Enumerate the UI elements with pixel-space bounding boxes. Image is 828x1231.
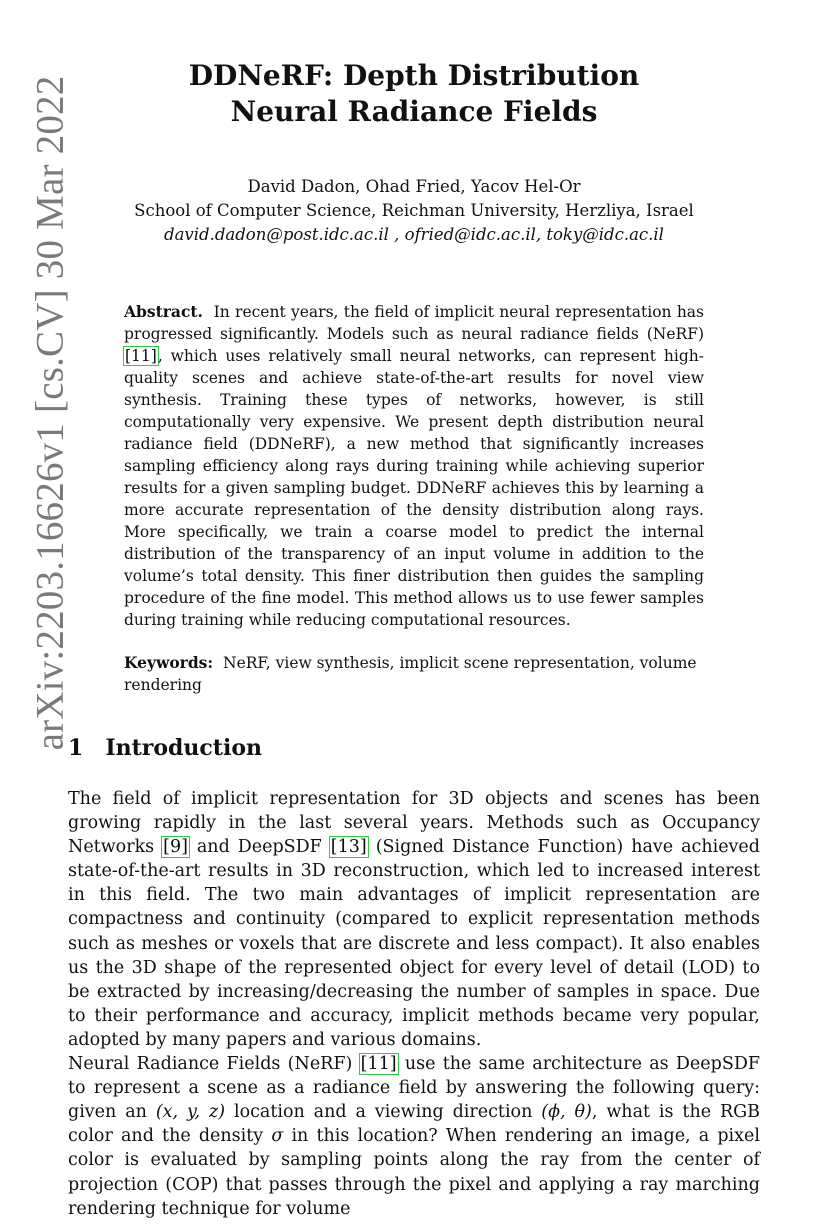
- paper-title: [110, 58, 718, 130]
- arxiv-identifier: arXiv:2203.16626v1 [cs.CV] 30 Mar 2022: [28, 75, 72, 750]
- intro-text: (Signed Distance Function) have achieved state-of-the-art results in 3D reconstruction, which led to increased interest in this field. The two main advantages of implicit representation are compactness and continuity (compared to explicit representation methods such as meshes or voxels that are discrete and less compact). It also enables us the 3D shape of the represented object for every level of detail (LOD) to be extracted by increasing/decreasing the number of samples in space. Due to their performance and accuracy, implicit methods became very popular, adopted by many papers and various domains.: [68, 837, 760, 1050]
- intro-text: location and a viewing direction: [233, 1102, 533, 1123]
- section-number: 1: [68, 735, 84, 761]
- arxiv-sidebar: [20, 60, 80, 765]
- citation-link[interactable]: [11]: [125, 347, 157, 365]
- section-heading: [68, 735, 262, 761]
- abstract: [124, 301, 704, 631]
- math-inline: (ϕ, θ): [541, 1102, 592, 1123]
- citation-link[interactable]: [11]: [360, 1054, 397, 1075]
- author-block: [80, 175, 748, 247]
- intro-paragraph-2: [68, 1052, 760, 1221]
- intro-text: , what is the RGB color and the density: [68, 1102, 760, 1147]
- section-title: Introduction: [105, 735, 262, 761]
- intro-paragraph-1: [68, 787, 760, 1052]
- intro-text: use the same architecture as DeepSDF to represent a scene as a radiance field by answering the following query: given an: [68, 1054, 760, 1123]
- abstract-text-2: , which uses relatively small neural networks, can represent high-quality scenes and achieve state-of-the-art results for novel view synthesis. Training these types of networks, however, is still computationally very expensive. We present depth distribution neural radiance field (DDNeRF), a new method that significantly increases sampling efficiency along rays during training while achieving superior results for a given sampling budget. DDNeRF achieves this by learning a more accurate representation of the density distribution along rays. More specifically, we train a coarse model to predict the internal distribution of the transparency of an input volume in addition to the volume’s total density. This finer distribution then guides the sampling procedure of the fine model. This method allows us to use fewer samples during training while reducing computational resources.: [124, 347, 704, 629]
- keywords-label: Keywords:: [124, 653, 214, 672]
- math-inline: (x, y, z): [155, 1102, 226, 1123]
- intro-text: in this location? When rendering an image, a pixel color is evaluated by sampling points along the ray from the center of projection (COP) that passes through the pixel and applying a ray marching rendering technique for volume: [68, 1126, 760, 1219]
- title-line-2: Neural Radiance Fields: [230, 95, 598, 128]
- introduction-body: [68, 787, 760, 1221]
- math-inline: σ: [271, 1126, 284, 1147]
- abstract-label: Abstract.: [124, 302, 203, 321]
- title-line-1: DDNeRF: Depth Distribution: [188, 59, 640, 92]
- affiliation: School of Computer Science, Reichman University, Herzliya, Israel: [134, 201, 694, 220]
- keywords: [124, 652, 704, 696]
- intro-text: The field of implicit representation for 3D objects and scenes has been growing rapidly in the last several years. Methods such as Occupancy Networks: [68, 789, 760, 858]
- author-emails: david.dadon@post.idc.ac.il , ofried@idc.ac.il, toky@idc.ac.il: [164, 225, 664, 244]
- intro-text: and DeepSDF: [196, 837, 322, 858]
- keywords-text: NeRF, view synthesis, implicit scene representation, volume rendering: [124, 654, 697, 694]
- citation-link[interactable]: [9]: [163, 837, 188, 858]
- author-names: David Dadon, Ohad Fried, Yacov Hel-Or: [247, 177, 581, 196]
- citation-link[interactable]: [13]: [330, 837, 367, 858]
- intro-text: Neural Radiance Fields (NeRF): [68, 1054, 353, 1075]
- abstract-text-1: In recent years, the field of implicit neural representation has progressed significantly. Models such as neural radiance fields (NeRF): [124, 303, 705, 343]
